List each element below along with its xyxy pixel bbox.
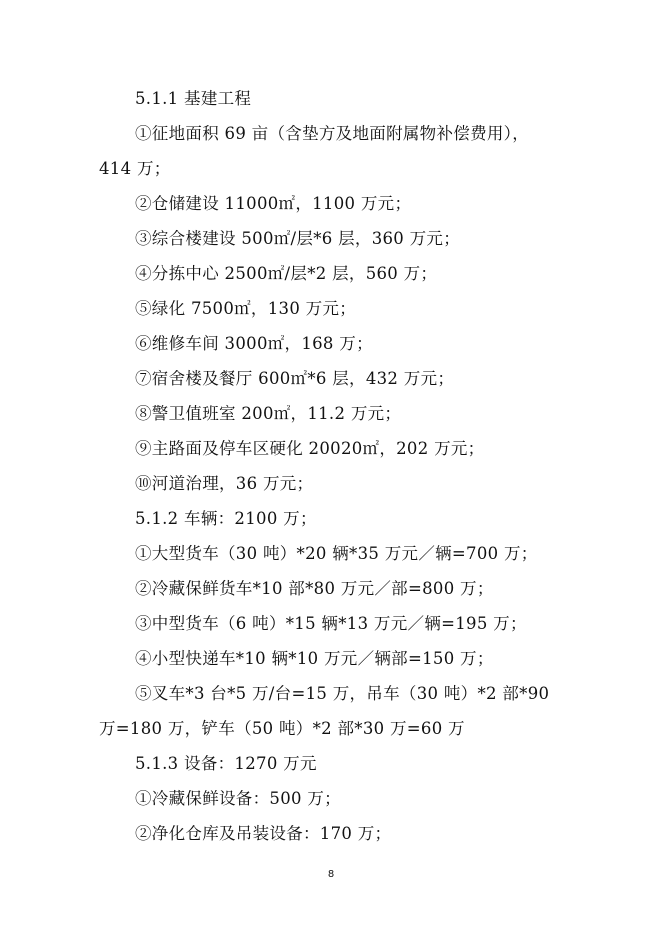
page-number: 8 — [327, 869, 335, 880]
paragraph-line: ②仓储建设 11000㎡，1100 万元； — [135, 194, 412, 213]
paragraph-line: ③综合楼建设 500㎡/层*6 层，360 万元； — [135, 229, 461, 248]
section-heading-5-1-2: 5.1.2 车辆：2100 万； — [135, 509, 317, 528]
paragraph-line: ⑦宿舍楼及餐厅 600㎡*6 层，432 万元； — [135, 369, 455, 388]
paragraph-line: ⑤叉车*3 台*5 万/台=15 万，吊车（30 吨）*2 部*90 — [135, 684, 550, 703]
paragraph-line: ①征地面积 69 亩（含垫方及地面附属物补偿费用）， — [135, 124, 530, 143]
section-heading-5-1-1: 5.1.1 基建工程 — [135, 89, 252, 108]
paragraph-line: 万=180 万，铲车（50 吨）*2 部*30 万=60 万 — [99, 719, 465, 738]
paragraph-line: ⑩河道治理，36 万元； — [135, 474, 314, 493]
paragraph-line: ⑥维修车间 3000㎡，168 万； — [135, 334, 373, 353]
paragraph-line: 414 万； — [99, 159, 171, 178]
paragraph-line: ①冷藏保鲜设备：500 万； — [135, 789, 341, 808]
paragraph-line: ⑧警卫值班室 200㎡，11.2 万元； — [135, 404, 402, 423]
paragraph-line: ②冷藏保鲜货车*10 部*80 万元／部=800 万； — [135, 579, 494, 598]
paragraph-line: ③中型货车（6 吨）*15 辆*13 万元／辆=195 万； — [135, 614, 527, 633]
paragraph-line: ①大型货车（30 吨）*20 辆*35 万元／辆=700 万； — [135, 544, 538, 563]
paragraph-line: ④小型快递车*10 辆*10 万元／辆部=150 万； — [135, 649, 494, 668]
paragraph-line: ②净化仓库及吊装设备：170 万； — [135, 824, 392, 843]
paragraph-line: ⑨主路面及停车区硬化 20020㎡，202 万元； — [135, 439, 485, 458]
paragraph-line: ④分拣中心 2500㎡/层*2 层，560 万； — [135, 264, 438, 283]
section-heading-5-1-3: 5.1.3 设备：1270 万元 — [135, 754, 317, 773]
paragraph-line: ⑤绿化 7500㎡，130 万元； — [135, 299, 357, 318]
